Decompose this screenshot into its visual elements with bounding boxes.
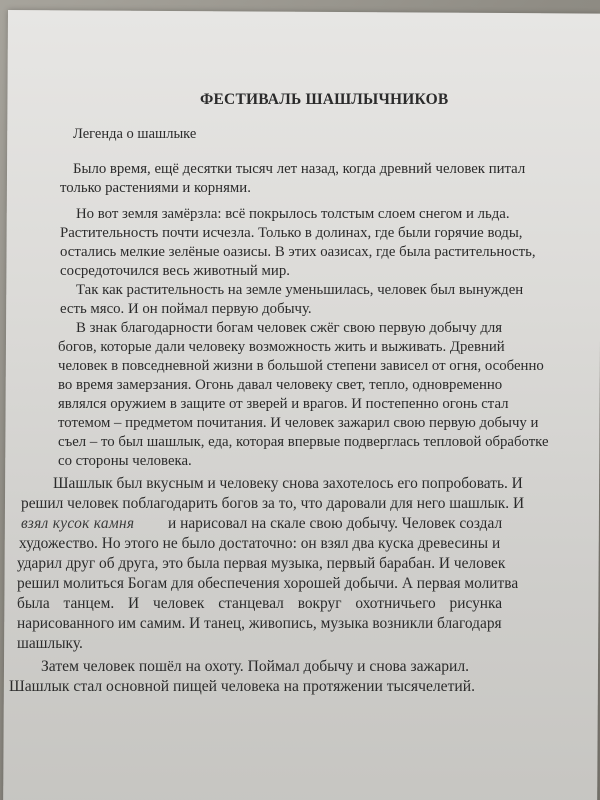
- text-line: Растительность почти исчезла. Только в долинах, где были горячие воды,: [60, 225, 523, 241]
- text-line: ударил друг об друга, это была первая музыка, первый барабан. И человек: [17, 555, 506, 572]
- document-title: ФЕСТИВАЛЬ ШАШЛЫЧНИКОВ: [200, 91, 449, 108]
- text-line: Но вот земля замёрзла: всё покрылось толстым слоем снегом и льда.: [76, 206, 510, 222]
- text-line: Шашлык стал основной пищей человека на протяжении тысячелетий.: [9, 678, 475, 695]
- text-line-blurred: взял кусок камня: [21, 515, 135, 532]
- document-subtitle: Легенда о шашлыке: [73, 126, 197, 142]
- text-line: есть мясо. И он поймал первую добычу.: [60, 301, 312, 317]
- text-line: и нарисовал на скале свою добычу. Человек создал: [168, 515, 503, 532]
- text-line: остались мелкие зелёные оазисы. В этих оазисах, где была растительность,: [60, 244, 536, 260]
- text-line: богов, которые дали человеку возможность жить и выживать. Древний: [58, 339, 505, 355]
- text-line: сосредоточился весь животный мир.: [60, 263, 290, 279]
- text-line: со стороны человека.: [58, 453, 192, 469]
- text-line: решил человек поблагодарить богов за то, что даровали для него шашлык. И: [21, 495, 525, 512]
- text-line: художество. Но этого не было достаточно: он взял два куска древесины и: [19, 535, 501, 552]
- text-line: Шашлык был вкусным и человеку снова захотелось его попробовать. И: [53, 475, 523, 492]
- text-line: В знак благодарности богам человек сжёг свою первую добычу для: [76, 320, 503, 336]
- text-line: во время замерзания. Огонь давал человеку свет, тепло, одновременно: [58, 377, 503, 393]
- text-line: Так как растительность на земле уменьшилась, человек был вынужден: [76, 282, 524, 298]
- text-line: Затем человек пошёл на охоту. Поймал добычу и снова зажарил.: [41, 658, 470, 675]
- text-line: только растениями и корнями.: [60, 180, 251, 196]
- text-line: была танцем. И человек станцевал вокруг охотничьего рисунка: [17, 595, 503, 612]
- text-line: нарисованного им самим. И танец, живопись, музыка возникли благодаря: [17, 615, 502, 632]
- text-line: являлся оружием в защите от зверей и врагов. И постепенно огонь стал: [58, 396, 509, 412]
- text-line: человек в повседневной жизни в большой степени зависел от огня, особенно: [58, 358, 544, 374]
- text-line: Было время, ещё десятки тысяч лет назад, когда древний человек питал: [73, 161, 526, 177]
- text-line: тотемом – предметом почитания. И человек зажарил свою первую добычу и: [58, 415, 539, 431]
- text-line: шашлыку.: [17, 635, 83, 652]
- text-line: решил молиться Богам для обеспечения хорошей добычи. А первая молитва: [17, 575, 519, 592]
- text-line: съел – то был шашлык, еда, которая впервые подверглась тепловой обработке: [58, 434, 549, 450]
